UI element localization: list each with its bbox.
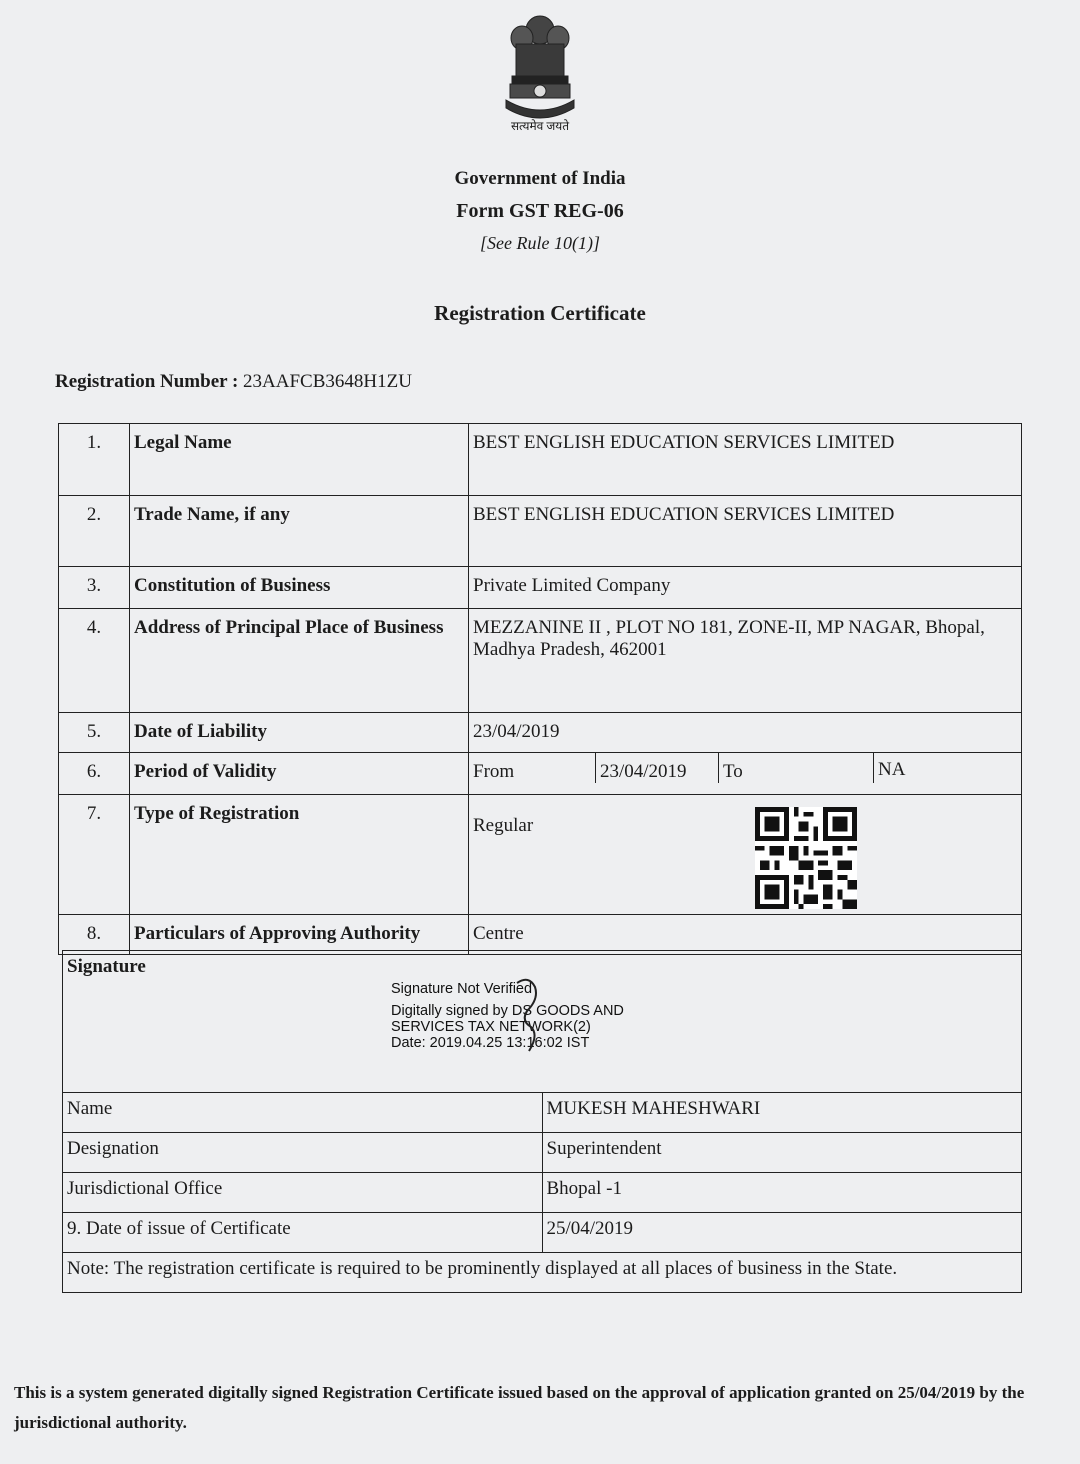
row-number: 8.: [59, 915, 130, 955]
row-number: 3.: [59, 567, 130, 609]
table-row: [63, 1093, 1022, 1133]
signature-signer-line1: Digitally signed by DS GOODS AND: [391, 1003, 624, 1019]
table-row: [59, 496, 1022, 567]
row-label: Type of Registration: [130, 795, 469, 915]
row-number: 7.: [59, 795, 130, 915]
row-label: Period of Validity: [130, 753, 469, 795]
row-label: Constitution of Business: [130, 567, 469, 609]
registration-number: [55, 371, 412, 393]
constitution-value: Private Limited Company: [469, 567, 1022, 609]
row-label: Particulars of Approving Authority: [130, 915, 469, 955]
validity-to-value: NA: [878, 759, 906, 780]
validity-from-label: From: [469, 753, 596, 783]
officer-label: Name: [63, 1093, 543, 1133]
table-row: [59, 567, 1022, 609]
note-row: [63, 1253, 1022, 1293]
row-number: 4.: [59, 609, 130, 713]
signature-cell: [63, 951, 1022, 1093]
rule-reference: [See Rule 10(1)]: [480, 233, 600, 253]
address-value: MEZZANINE II , PLOT NO 181, ZONE-II, MP NAGAR, Bhopal, Madhya Pradesh, 462001: [469, 609, 1022, 713]
registration-number-label: Registration Number :: [55, 371, 239, 392]
approving-authority-value: Centre: [469, 915, 1022, 955]
row-number: 2.: [59, 496, 130, 567]
digital-signature: [391, 981, 624, 1051]
issue-date-value: 25/04/2019: [542, 1213, 1022, 1253]
signature-date: Date: 2019.04.25 13:16:02 IST: [391, 1035, 590, 1051]
emblem-motto: सत्यमेव जयते: [510, 119, 570, 133]
row-number: 6.: [59, 753, 130, 795]
officer-label: 9. Date of issue of Certificate: [63, 1213, 543, 1253]
jurisdictional-office-value: Bhopal -1: [542, 1173, 1022, 1213]
signature-check-icon: [509, 977, 547, 1057]
registration-type-value: Regular: [473, 815, 534, 836]
legal-name-value: BEST ENGLISH EDUCATION SERVICES LIMITED: [469, 424, 1022, 496]
table-row: [59, 915, 1022, 955]
form-title: Form GST REG-06: [456, 200, 624, 222]
trade-name-value: BEST ENGLISH EDUCATION SERVICES LIMITED: [469, 496, 1022, 567]
row-label: Trade Name, if any: [130, 496, 469, 567]
table-row: [63, 1213, 1022, 1253]
officer-label: Designation: [63, 1133, 543, 1173]
row-label: Legal Name: [130, 424, 469, 496]
table-row: [59, 753, 1022, 795]
table-row: [59, 713, 1022, 753]
validity-cell: [469, 753, 1022, 795]
registration-number-value: 23AAFCB3648H1ZU: [243, 371, 412, 392]
validity-from-value: 23/04/2019: [596, 753, 719, 783]
note-text: Note: The registration certificate is required to be prominently displayed at all places of business in the State.: [63, 1253, 1022, 1293]
details-table: [58, 423, 1022, 955]
certificate-title: Registration Certificate: [434, 301, 646, 325]
table-row: [63, 1133, 1022, 1173]
row-number: 5.: [59, 713, 130, 753]
signature-label: Signature: [67, 956, 146, 977]
signature-signer-line2: SERVICES TAX NETWORK(2): [391, 1019, 591, 1035]
designation-value: Superintendent: [542, 1133, 1022, 1173]
row-label: Date of Liability: [130, 713, 469, 753]
liability-date-value: 23/04/2019: [469, 713, 1022, 753]
validity-row: [469, 753, 1021, 783]
officer-table: [62, 950, 1022, 1293]
validity-to-label: To: [719, 753, 874, 783]
officer-name-value: MUKESH MAHESHWARI: [542, 1093, 1022, 1133]
table-row: [59, 795, 1022, 915]
table-row: [63, 1173, 1022, 1213]
qr-code-icon: [755, 807, 857, 909]
officer-label: Jurisdictional Office: [63, 1173, 543, 1213]
table-row: [59, 609, 1022, 713]
row-label: Address of Principal Place of Business: [130, 609, 469, 713]
row-number: 1.: [59, 424, 130, 496]
signature-row: [63, 951, 1022, 1093]
signature-status: Signature Not Verified: [391, 981, 533, 997]
footer-statement: This is a system generated digitally signed Registration Certificate issued based on the approval of application granted on 25/04/2019 by the jurisdictional authority.: [14, 1383, 1025, 1432]
table-row: [59, 424, 1022, 496]
registration-type-cell: [469, 795, 1022, 915]
government-heading: Government of India: [454, 168, 626, 189]
